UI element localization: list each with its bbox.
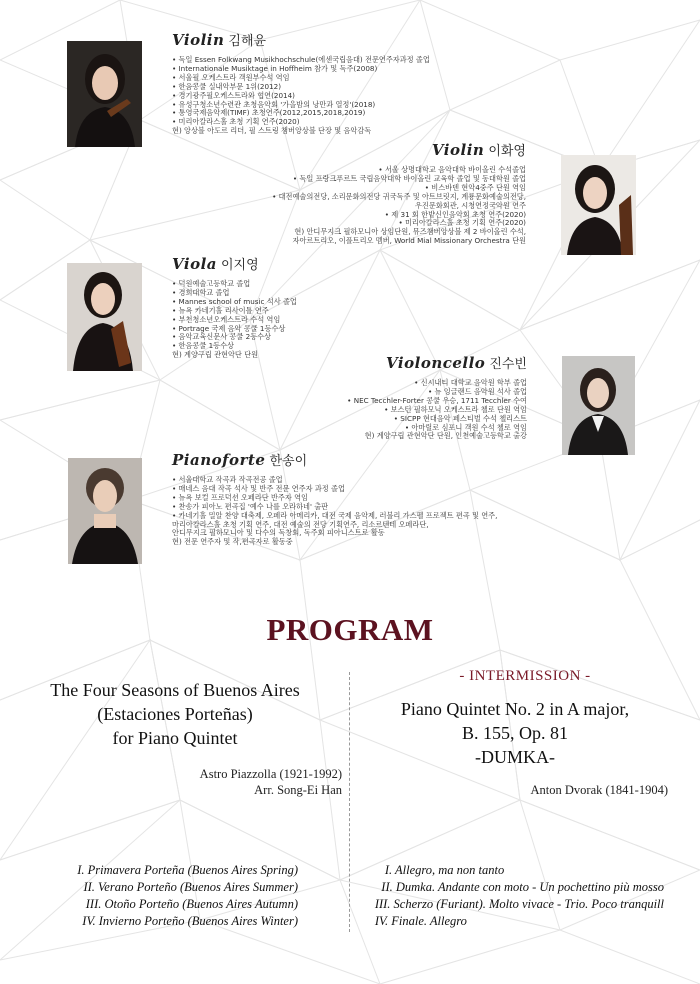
bio-line: • 서울대학교 작곡과 작곡전공 졸업 <box>172 476 497 485</box>
movement-item: I. Primavera Porteña (Buenos Aires Spring) <box>77 863 298 877</box>
instrument-label: Violoncello <box>386 354 486 372</box>
artist-name: 김해윤 <box>228 34 267 49</box>
work-title-line: (Estaciones Porteñas) <box>97 704 253 724</box>
movement-item: IV. Finale. Allegro <box>374 914 467 928</box>
bio-line: 현) 안디무지크 필하모니아 상임단원, 뮤즈챔버앙상블 제 2 바이올린 수석, <box>294 227 526 237</box>
bio-line: • 찬송가 피아노 편곡집 '예수 나를 오라하네' 출판 <box>172 503 497 512</box>
bio-line: 우진문화회관, 시청연정국악원 연주 <box>414 200 526 210</box>
photo-lee-hwayoung <box>561 155 636 255</box>
bio-line: • 서울필 오케스트라 객원부수석 역임 <box>172 74 430 83</box>
artist-name: 이화영 <box>488 144 526 159</box>
piazzolla-credit <box>200 766 342 798</box>
bio-viola <box>172 255 297 360</box>
bio-violin-2 <box>272 141 526 246</box>
artist-name: 진수빈 <box>489 357 527 372</box>
artist-name: 이지영 <box>221 258 259 273</box>
bio-list <box>172 280 297 360</box>
bio-line: 현) 계양구립 관현악단 단원 <box>172 350 259 360</box>
bio-line: • 대전예술의전당, 소리문화의전당 귀국독주 및 아트브릿지, 계룡문화예술의전당, <box>272 193 526 202</box>
composer-name: Astro Piazzolla (1921-1992) <box>199 767 342 781</box>
bio-line: 자아르트리오, 이플트리오 멤버, World Mial Missionary Orchestra 단원 <box>292 236 526 246</box>
bio-list <box>172 476 497 547</box>
work-title-line: The Four Seasons of Buenos Aires <box>50 680 300 700</box>
bio-line: • NEC Tecchler-Forter 콩쿨 우승, 1711 Tecchler 수여 <box>347 397 527 406</box>
movement-item: I. Allegro, ma non tanto <box>384 863 505 877</box>
bio-line: • 뉴욕 보컬 프로덕션 오페라단 반주자 역임 <box>172 494 497 503</box>
movement-item: IV. Invierno Porteño (Buenos Aires Winter) <box>82 914 298 928</box>
work-title-line: B. 155, Op. 81 <box>461 723 568 743</box>
bio-line: • 보스턴 필하모닉 오케스트라 첼로 단원 역임 <box>347 406 527 415</box>
bio-line: • 미리아칼라스홀 초청 기획 연주(2020) <box>272 219 526 228</box>
photo-han-songyi <box>68 458 142 564</box>
bio-line: • 부천청소년오케스트라 수석 역임 <box>172 316 297 325</box>
movement-item: II. Verano Porteño (Buenos Aires Summer) <box>83 880 298 894</box>
bio-line: • Internationale Musiktage in Hoffheim 참가 및 독주(2008) <box>172 65 430 74</box>
bio-line: • 덕원예술고등학교 졸업 <box>172 280 297 289</box>
movement-item: III. Otoño Porteño (Buenos Aires Autumn) <box>85 897 298 911</box>
bio-violoncello <box>347 354 527 441</box>
bio-line: • 비스바덴 현악4중주 단원 역임 <box>272 184 526 193</box>
bio-line: 현) 전문 연주자 및 작,편곡자로 활동중 <box>172 537 293 547</box>
bio-line: • 신시내티 대학교 음악원 학부 졸업 <box>347 379 527 388</box>
piazzolla-work-title <box>0 678 350 750</box>
photo-jin-soobin <box>562 356 635 455</box>
movement-item: II. Dumka. Andante con moto - Un pochettino più mosso <box>381 880 664 894</box>
bio-line: • 서울 상명대학교 음악대학 바이올린 수석졸업 <box>272 166 526 175</box>
intermission-label: - INTERMISSION - <box>459 668 591 684</box>
bio-line: • Mannes school of music 석사 졸업 <box>172 298 297 307</box>
bio-line: • 통영국제음악제(TIMF) 초청연주(2012,2015,2018,2019) <box>172 109 430 118</box>
bio-line: • 매네스 음대 작곡 석사 및 반주 전문 연주자 과정 졸업 <box>172 485 497 494</box>
bio-line: • 아마릴로 심포니 객원 수석 첼로 역임 <box>347 424 527 433</box>
bio-line: • Portrage 국제 음악 콩쿨 1등수상 <box>172 325 297 334</box>
bio-line: • 경기광주필오케스트라와 협연(2014) <box>172 92 430 101</box>
bio-line: 현) 계양구립 관현악단 단원, 인천예술고등학교 출강 <box>364 431 527 441</box>
bio-line: • 뉴욕 카네기홀 리사이틀 연주 <box>172 307 297 316</box>
dvorak-movements <box>375 862 664 930</box>
instrument-label: Violin <box>172 31 225 49</box>
photo-kim-haeyun <box>67 41 142 147</box>
bio-line: • 독일 프랑크푸르트 국립음악대학 바이올린 교육학 졸업 및 동대학원 졸업 <box>272 175 526 184</box>
dvorak-work-title <box>350 697 680 769</box>
bio-line: 현) 앙상블 아도르 리더, 필 스트링 챔버앙상블 단장 및 음악감독 <box>172 126 372 136</box>
instrument-label: Violin <box>431 141 485 159</box>
bio-line: 마리아칼라스홀 초청 기획 연주, 대전 예술의 전당 기획연주, 리소르텐테 오페라단, <box>172 519 429 529</box>
bio-list <box>347 379 527 441</box>
movement-item: III. Scherzo (Furiant). Molto vivace - Trio. Poco tranquill <box>374 897 664 911</box>
bio-line: • 카네기홀 밀알 찬양 대축제, 오페라 아메리카, 대전 국제 음악제, 러블리 가스펠 프로젝트 편곡 및 연주, <box>172 512 497 521</box>
work-title-line: for Piano Quintet <box>112 728 238 748</box>
work-title-line: Piano Quintet No. 2 in A major, <box>400 699 630 719</box>
bio-line: • 뉴 잉글랜드 음악원 석사 졸업 <box>347 388 527 397</box>
bio-line: • 독일 Essen Folkwang Musikhochschule(에센국립음대) 전문연주자과정 졸업 <box>172 56 430 65</box>
program-title: PROGRAM <box>266 612 434 647</box>
artist-name: 한송이 <box>269 454 308 469</box>
bio-violin-1 <box>172 31 430 136</box>
composer-name: Anton Dvorak (1841-1904) <box>530 783 668 797</box>
instrument-label: Pianoforte <box>172 451 266 469</box>
bio-line: 안디무지크 필하모니아 및 다수의 독창회, 독주회 피아니스트로 활동 <box>172 528 385 538</box>
bio-line: • 미리아칼라스홀 초청 기획 연주(2020) <box>172 118 430 127</box>
piazzolla-movements <box>77 862 298 930</box>
photo-lee-jiyoung <box>67 263 142 371</box>
dvorak-credit <box>531 782 668 798</box>
bio-line: • 음악교육신문사 콩쿨 2등수상 <box>172 333 297 342</box>
bio-pianoforte <box>172 451 498 547</box>
bio-line: • SICPP 현대음악 페스티벌 수석 첼리스트 <box>347 415 527 424</box>
instrument-label: Viola <box>172 255 217 273</box>
bio-line: • 제 31 회 한밭신인음악회 초청 연주(2020) <box>272 211 526 220</box>
bio-line: • 경희대학교 졸업 <box>172 289 297 298</box>
bio-line: • 한음콩쿨 1등수상 <box>172 342 297 351</box>
bio-line: • 유성구청소년수련관 초청음악회 '가을밤의 낭만과 열정'(2018) <box>172 101 430 110</box>
arranger-name: Arr. Song-Ei Han <box>254 783 342 797</box>
bio-list <box>272 166 526 246</box>
bio-list <box>172 56 430 136</box>
bio-line: • 한음콩쿨 실내악부문 1위(2012) <box>172 83 430 92</box>
work-title-line: -DUMKA- <box>475 747 555 767</box>
